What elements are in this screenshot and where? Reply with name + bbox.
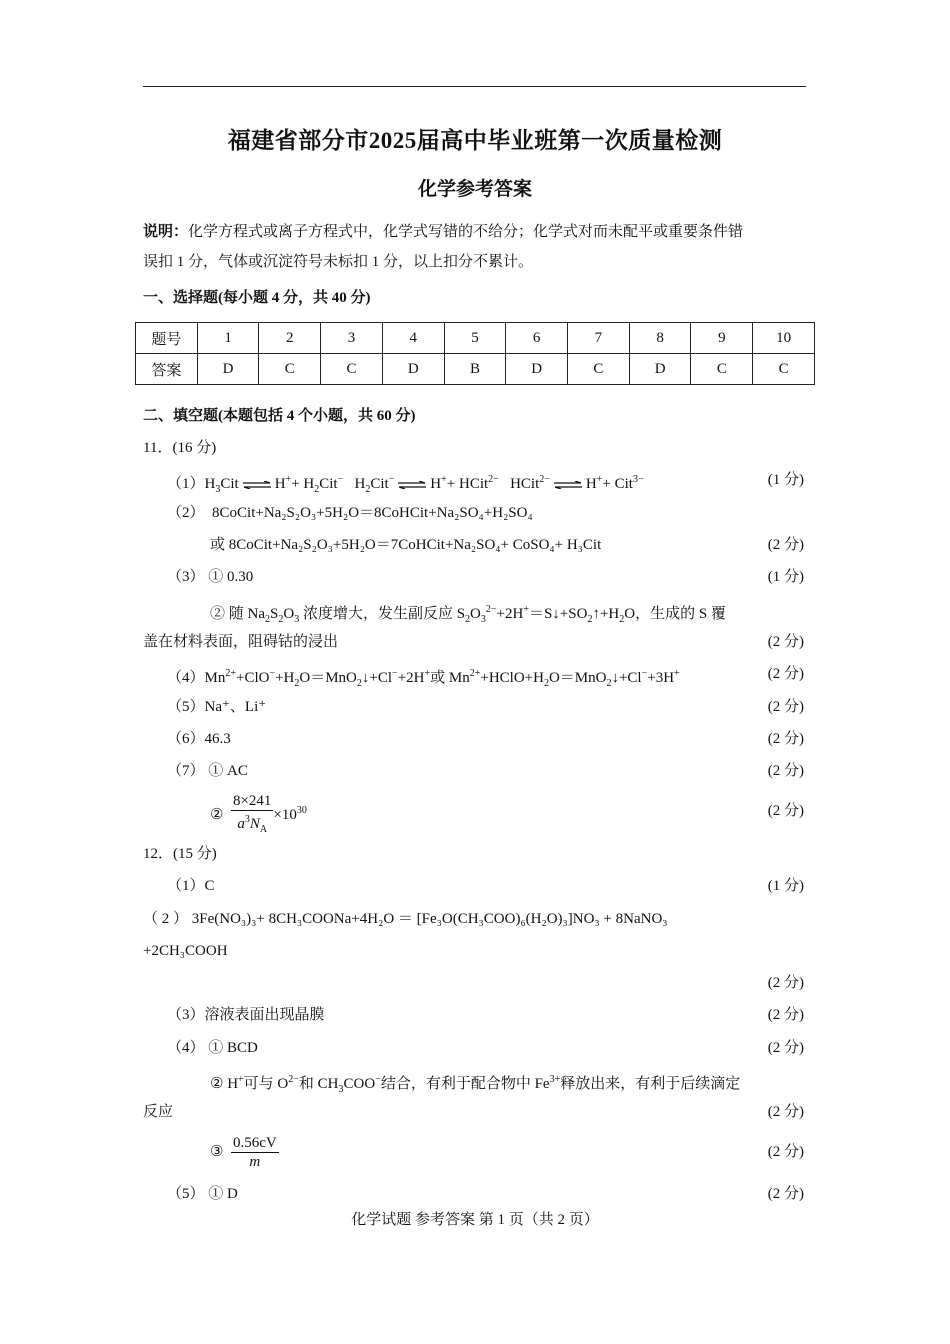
- top-rule: [143, 86, 806, 87]
- page-footer: 化学试题 参考答案 第 1 页（共 2 页）: [351, 1212, 599, 1228]
- table-cell: 8: [629, 323, 691, 354]
- q11-part7a: （7） ① AC: [167, 763, 248, 779]
- answer-table: [135, 322, 815, 385]
- table-cell: C: [691, 354, 753, 385]
- table-cell: 6: [506, 323, 568, 354]
- q12-part2-line1: （ 2 ） 3Fe(NO₃)₃+ 8CH₃COONa+4H₂O ＝ [Fe₃O(CH₃COO)₆(H₂O)₃]NO₃ + 8NaNO₃: [143, 911, 668, 927]
- score: (1 分): [767, 878, 804, 894]
- table-cell: D: [506, 354, 568, 385]
- equilibrium-arrow-icon: [242, 481, 272, 489]
- score: (2 分): [767, 699, 804, 715]
- fraction: $\frac{8\times 241}{a^3N_A}$: [232, 793, 272, 836]
- q11-part4: $(4)Mn^{2+}+ClO^-+H_2O=MnO_2↓+Cl^-+2H^+$或 $Mn^{2+}+HClO+H_2O=MnO_2↓+Cl^-+3H^+$: [167, 668, 680, 689]
- table-cell: 9: [691, 323, 753, 354]
- page-title: 福建省部分市2025届高中毕业班第一次质量检测: [227, 128, 723, 153]
- q12-part1: （1）C: [167, 878, 215, 894]
- q11-heading: 11．(16 分): [143, 440, 217, 456]
- note-line-1: [143, 222, 743, 242]
- score: (2 分): [767, 1007, 804, 1023]
- table-cell: 3: [321, 323, 383, 354]
- score: (2 分): [767, 666, 804, 682]
- q12-part2-line2: +2CH₃COOH: [143, 943, 228, 959]
- q12-part4c: ③ $\frac{0.56cV}{m}$: [210, 1135, 277, 1171]
- table-cell: 5: [444, 323, 506, 354]
- score: (2 分): [767, 1144, 804, 1160]
- score: (2 分): [767, 537, 804, 553]
- q11-part1: $(1)H_3Cit$ $H^++ H_2Cit^-$ $H_2Cit^-$ H++ HCit$^{2-}$ HCit$^{2-}$ H++ Cit$^{3-}$: [167, 474, 644, 495]
- q12-part5a: （5） ① D: [167, 1186, 238, 1202]
- table-row-numbers: [136, 323, 815, 354]
- q11-part6: （6）46.3: [167, 731, 231, 747]
- q11-part7b: ② $\frac{8\times 241}{a^3N_A}$ $\times 10^{30}$: [210, 791, 307, 839]
- table-cell: C: [321, 354, 383, 385]
- q11-part2-line1: （2） 8CoCit+Na₂S₂O₃+5H₂O＝8CoHCit+Na₂SO₄+H₂SO₄: [167, 505, 533, 521]
- note-label: 说明：: [143, 224, 189, 240]
- q11-part3a: （3） ① 0.30: [167, 569, 254, 585]
- page-subtitle: 化学参考答案: [417, 179, 532, 200]
- q12-part3: （3）溶液表面出现晶膜: [167, 1007, 325, 1023]
- q12-part4b-line2: 反应: [143, 1104, 174, 1120]
- table-cell: D: [629, 354, 691, 385]
- table-cell: B: [444, 354, 506, 385]
- q11-part3b-line1: ② 随 $Na_2S_2O_3$ 浓度增大，发生副反应 $S_2O_3^{2-}+2H^+=S↓+SO_2↑+H_2O$，生成的 S 覆: [210, 604, 726, 625]
- score: (2 分): [767, 803, 804, 819]
- score: (2 分): [767, 731, 804, 747]
- score: (2 分): [767, 763, 804, 779]
- note-line-2: 误扣 1 分，气体或沉淀符号未标扣 1 分，以上扣分不累计。: [143, 254, 534, 270]
- q12-part4b-line1: ② H+可与 $O^{2-}$和 $CH_3COO^-$结合，有利于配合物中 $Fe^{3+}$释放出来，有利于后续滴定: [210, 1074, 741, 1095]
- table-cell: C: [753, 354, 815, 385]
- note-text-1: 化学方程式或离子方程式中，化学式写错的不给分；化学式对而未配平或重要条件错: [188, 224, 744, 240]
- score: (2 分): [767, 1040, 804, 1056]
- q11-part3b-line2: 盖在材料表面，阻碍钴的浸出: [143, 634, 339, 650]
- table-cell: 4: [382, 323, 444, 354]
- row-label: 答案: [136, 354, 198, 385]
- table-cell: D: [197, 354, 259, 385]
- table-row-answers: [136, 354, 815, 385]
- table-cell: D: [382, 354, 444, 385]
- table-cell: 10: [753, 323, 815, 354]
- equilibrium-arrow-icon: [553, 481, 583, 489]
- table-cell: 1: [197, 323, 259, 354]
- q12-heading: 12．(15 分): [143, 846, 217, 862]
- row-label: 题号: [136, 323, 198, 354]
- q12-part4a: （4） ① BCD: [167, 1040, 258, 1056]
- table-cell: C: [259, 354, 321, 385]
- table-cell: C: [568, 354, 630, 385]
- score: (1 分): [767, 569, 804, 585]
- score: (2 分): [767, 1186, 804, 1202]
- q11-part2-line2: 或 8CoCit+Na₂S₂O₃+5H₂O＝7CoHCit+Na₂SO₄+ CoSO₄+ H₃Cit: [210, 537, 602, 553]
- q11-part5: （5）Na⁺、Li⁺: [167, 699, 267, 715]
- score: (2 分): [767, 1104, 804, 1120]
- score: (2 分): [767, 634, 804, 650]
- table-cell: 7: [568, 323, 630, 354]
- score: (2 分): [767, 975, 804, 991]
- fraction: $\frac{0.56cV}{m}$: [232, 1135, 277, 1171]
- section-1-title: 一、选择题(每小题 4 分，共 40 分): [143, 290, 371, 306]
- score: (1 分): [767, 472, 804, 488]
- equilibrium-arrow-icon: [397, 481, 427, 489]
- table-cell: 2: [259, 323, 321, 354]
- section-2-title: 二、填空题(本题包括 4 个小题，共 60 分): [143, 408, 416, 424]
